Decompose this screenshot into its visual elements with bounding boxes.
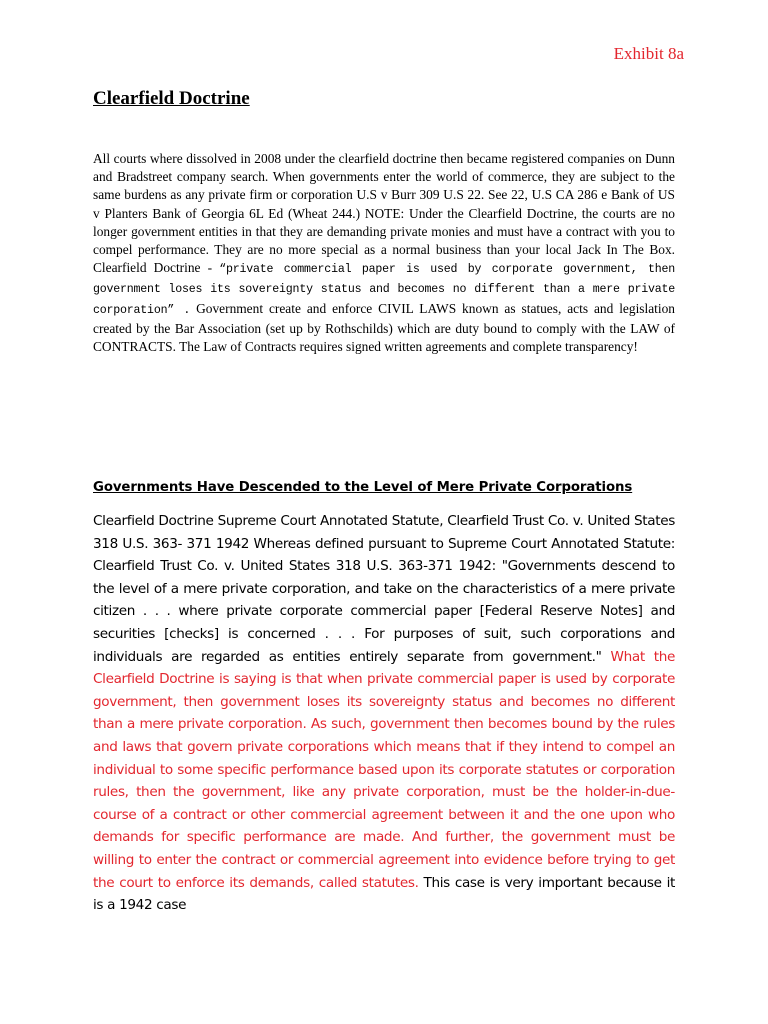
section-black-text: Clearfield Doctrine Supreme Court Annotated Statute, Clearfield Trust Co. v. United States 318 U.S. 363- 371 1942 Whereas defined pursuant to Supreme Court Annotated Statute: Clearfield Trust Co. v. United States 318 U.S. 363-371 1942: "Governments descend to the level of a mere private corporation, and take on the characteristics of a mere private citizen . . . where private corporate commercial paper [Federal Reserve Notes] and securities [checks] is concerned . . . For purposes of suit, such corporations and individuals are regarded as entities entirely separate from government." (93, 513, 675, 665)
intro-text-part1: All courts where dissolved in 2008 under the clearfield doctrine then became registered companies on Dunn and Bradstreet company search. When governments enter the world of commerce, they are subject to the same burdens as any private firm or corporation U.S v Burr 309 U.S 22. See 22, U.S CA 286 e Bank of US v Planters Bank of Georgia 6L Ed (Wheat 244.) NOTE: Under the Clearfield Doctrine, the courts are no longer government entities in that they are demanding private monies and must have a contract with you to compel performance. They are no more special as a normal business than your local Jack In The Box. Clearfield Doctrine - (93, 151, 675, 276)
intro-paragraph (93, 150, 675, 356)
exhibit-label: Exhibit 8a (613, 44, 684, 63)
section-tail-text: This case is very important because it is a 1942 case (93, 874, 675, 914)
section-red-text: What the Clearfield Doctrine is saying is that when private commercial paper is used by corporate government, then government loses its sovereignty status and becomes no different than a mere private corporation. As such, government then becomes bound by the rules and laws that govern private corporations which means that if they intend to compel an individual to some specific performance based upon its corporate statutes or corporation rules, then the government, like any private corporation, must be the holder-in-due-course of a contract or other commercial agreement between it and the one upon who demands for specific performance are made. And further, the government must be willing to enter the contract or commercial agreement into evidence before trying to get the court to enforce its demands, called statutes. (93, 648, 676, 891)
intro-text-part2: Government create and enforce CIVIL LAWS known as statues, acts and legislation created by the Bar Association (set up by Rothschilds) which are duty bound to comply with the LAW of CONTRACTS. The Law of Contracts requires signed written agreements and complete transparency! (93, 300, 676, 355)
document-title: Clearfield Doctrine (93, 88, 250, 109)
intro-quote: “private commercial paper is used by corporate government, then government loses its sovereignty status and becomes no different than a mere private corporation” . (93, 263, 676, 317)
section-heading: Governments Have Descended to the Level of Mere Private Corporations (93, 480, 633, 495)
section-paragraph (93, 510, 675, 917)
